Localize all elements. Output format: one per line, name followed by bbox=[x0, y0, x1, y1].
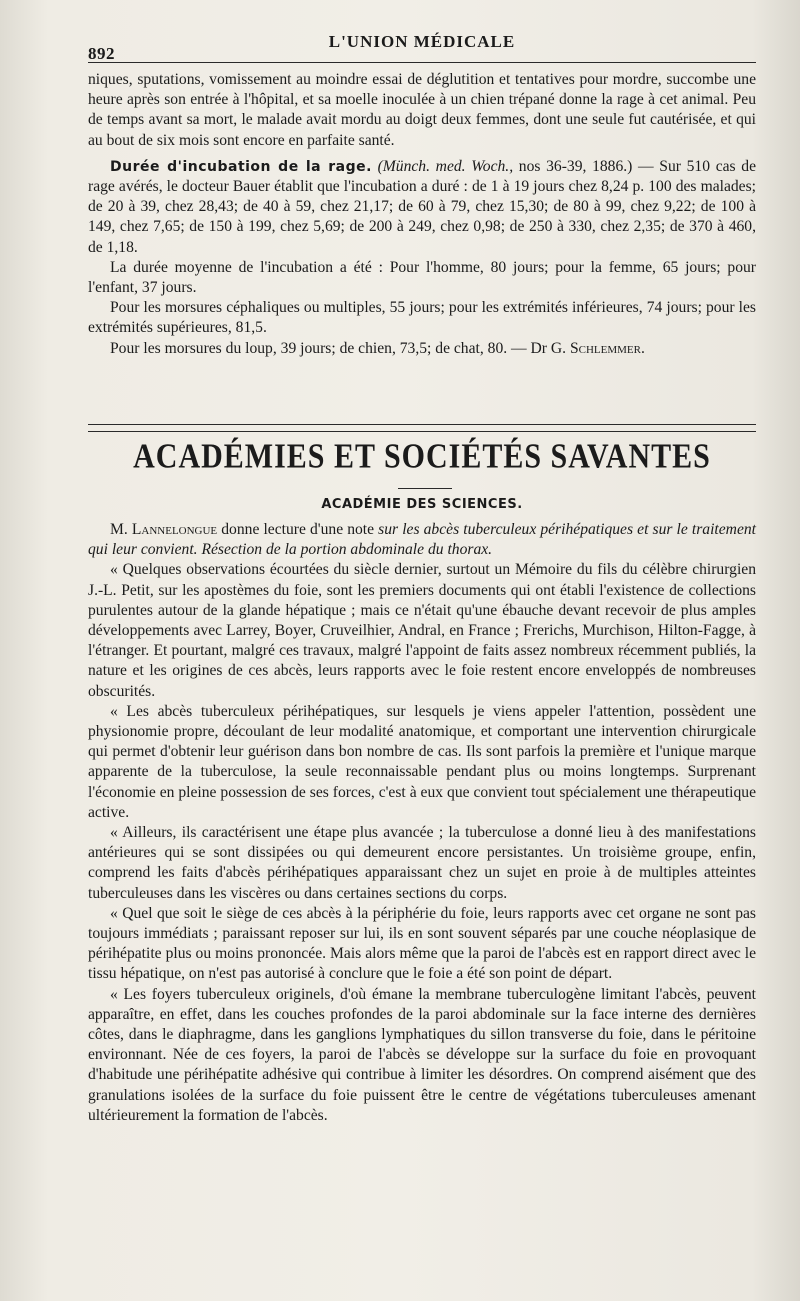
intro-paragraph bbox=[88, 520, 756, 560]
body-paragraph-1: « Quelques observations écourtées du siècle dernier, surtout un Mémoire du fils du célèbre chirurgien J.-L. Petit, sur les apostèmes du foie, sont les premiers documents qui ont établi l'existence de collections purulentes autour de la glande hépatique ; mais ce n'était qu'une ébauche devant recevoir de plus amples développements avec Larrey, Boyer, Cruveilhier, Andral, en France ; Frerichs, Murchison, Hilton-Fagge, à l'étranger. Et pourtant, malgré ces travaux, malgré l'appoint de faits assez nombreux récemment publiés, la nature et les origines de ces abcès, leurs rapports avec le foie restent encore enveloppés de nombreuses obscurités. bbox=[88, 561, 756, 700]
author-prefix: Dr G. bbox=[530, 339, 567, 357]
top-paragraph-4: Pour les morsures céphaliques ou multiples, 55 jours; pour les extrémités inférieures, 74 jours; pour les extrémités supérieures, 81,5. bbox=[88, 299, 756, 337]
citation-source: (Münch. med. Woch., bbox=[377, 157, 514, 175]
section-subheading: ACADÉMIE DES SCIENCES. bbox=[321, 497, 523, 512]
incubation-paragraph bbox=[88, 157, 756, 258]
speaker-name: M. Lannelongue bbox=[110, 521, 218, 538]
body-paragraph-3: « Ailleurs, ils caractérisent une étape plus avancée ; la tuberculose a donné lieu à des manifestations antérieures qui se sont dissipées ou qui demeurent encore persistantes. Un troisième groupe, enfin, comprend les faits d'abcès périhépatiques apparaissant chez un sujet en proie à de multiples atteintes tuberculeuses dans les viscères ou dans certaines sections du corps. bbox=[88, 824, 756, 902]
intro-text: donne lecture d'une note bbox=[217, 521, 379, 538]
academy-article bbox=[88, 520, 756, 1126]
top-article bbox=[88, 70, 756, 359]
note-title: sur les abcès tuberculeux périhépatiques et sur le traitement qui leur convient. Résection de la portion abdominale du thorax. bbox=[88, 521, 756, 559]
header-rule bbox=[88, 62, 756, 63]
subheading-rule bbox=[398, 488, 452, 489]
author-name: Schlemmer. bbox=[569, 339, 645, 357]
body-paragraph-2: « Les abcès tuberculeux périhépatiques, sur lesquels je viens appeler l'attention, possèdent une physionomie propre, découlant de leur modalité anatomique, et comportant une intervention chirurgicale qui permet d'obtenir leur guérison dans bon nombre de cas. Ils sont parfois la première et l'unique marque apparente de la tuberculose, la seule reconnaissable pendant plus ou moins longtemps. Surprenant l'économie en pleine possession de ses forces, c'est à eux que convient tout spécialement une thérapeutique active. bbox=[88, 702, 756, 821]
section-heading: ACADÉMIES ET SOCIÉTÉS SAVANTES bbox=[133, 437, 711, 476]
section-divider bbox=[88, 424, 756, 432]
running-title: L'UNION MÉDICALE bbox=[328, 32, 516, 51]
body-paragraph-4: « Quel que soit le siège de ces abcès à la périphérie du foie, leurs rapports avec cet organe ne sont pas toujours immédiats ; paraissant reposer sur lui, ils en sont souvent séparés par une couche néoplasique de périhépatite plus ou moins prononcée. Mais alors même que la paroi de l'abcès est en rapport direct avec le tissu hépatique, on n'est pas autorisé à conclure que le foie a été son point de départ. bbox=[88, 904, 756, 983]
top-paragraph-5 bbox=[88, 339, 756, 359]
page-header bbox=[88, 26, 756, 63]
citation-text: nos 36-39, 1886.) — Sur 510 cas de rage avérés, le docteur Bauer établit que l'incubation a duré : de 1 à 19 jours chez 8,24 p. 100 des malades; de 20 à 39, chez 28,43; de 40 à 59, chez 21,17; de 60 à 79, chez 15,30; de 80 à 99, chez 9,22; de 100 à 149, chez 7,65; de 150 à 199, chez 5,69; de 200 à 249, chez 0,98; de 250 à 330, chez 2,35; de 370 à 460, de 1,18. bbox=[88, 157, 757, 256]
top-paragraph-3: La durée moyenne de l'incubation a été : Pour l'homme, 80 jours; pour la femme, 65 jours; pour l'enfant, 37 jours. bbox=[88, 258, 756, 297]
top-paragraph-1: niques, sputations, vomissement au moindre essai de déglutition et tentatives pour mordre, succombe une heure après son entrée à l'hôpital, et sa moelle inoculée à un chien trépané donne la rage à cet animal. Peu de temps avant sa mort, le malade avait mordu au doigt deux femmes, dont une seule fut cautérisée, et qui au bout de six mois sont encore en parfaite santé. bbox=[88, 71, 756, 149]
page-number: 892 bbox=[88, 44, 115, 63]
top-paragraph-5-text: Pour les morsures du loup, 39 jours; de chien, 73,5; de chat, 80. — bbox=[110, 339, 527, 357]
body-paragraph-5: « Les foyers tuberculeux originels, d'où émane la membrane tuberculogène limitant l'abcès, peuvent apparaître, en effet, dans les couches profondes de la paroi abdominale sur la face interne des dernières côtes, dans le diaphragme, dans les ganglions lymphatiques du sillon transverse du foie, dans le péritoine environnant. Née de ces foyers, la paroi de l'abcès se développe sur la surface du foie en provoquant d'habitude une périhépatite adhésive qui contribue à limiter les désordres. On comprend aisément que des granulations isolées de la surface du foie puissent être le centre de végétations tuberculeuses amenant ultérieurement la formation de l'abcès. bbox=[88, 985, 756, 1124]
incubation-title: Durée d'incubation de la rage. bbox=[110, 158, 372, 175]
